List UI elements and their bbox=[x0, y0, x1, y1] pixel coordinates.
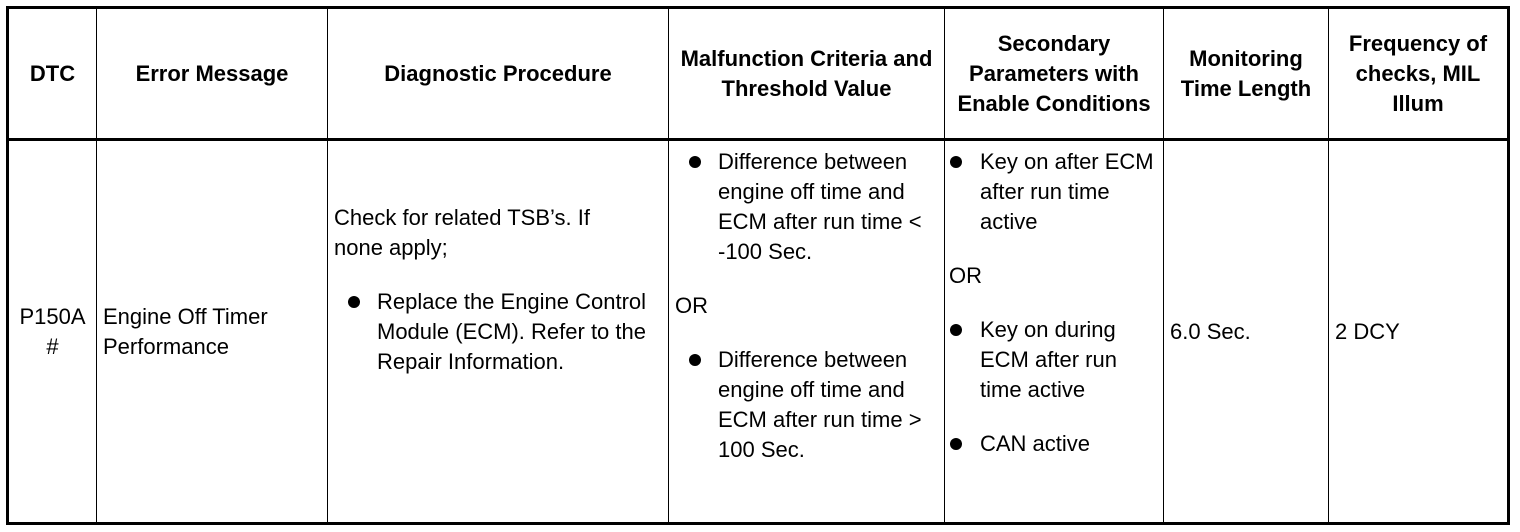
error-message-text: Engine Off Timer Performance bbox=[103, 303, 268, 359]
bullet-icon bbox=[689, 156, 701, 168]
dtc-table bbox=[6, 6, 1510, 525]
cell-error-message bbox=[97, 140, 328, 524]
list-item bbox=[669, 345, 944, 465]
monitoring-time-value: 6.0 Sec. bbox=[1170, 318, 1251, 344]
bullet-icon bbox=[950, 324, 962, 336]
list-item bbox=[945, 147, 1163, 237]
list-item bbox=[334, 287, 664, 377]
bullet-icon bbox=[689, 354, 701, 366]
header-frequency: Frequency of checks, MIL Illum bbox=[1329, 8, 1509, 140]
secondary-or: OR bbox=[949, 263, 982, 288]
header-dtc: DTC bbox=[8, 8, 97, 140]
header-secondary-parameters: Secondary Parameters with Enable Conditions bbox=[945, 8, 1164, 140]
dtc-code: P150A bbox=[19, 303, 86, 329]
header-error-message: Error Message bbox=[97, 8, 328, 140]
header-diagnostic-procedure: Diagnostic Procedure bbox=[328, 8, 669, 140]
cell-frequency bbox=[1329, 140, 1509, 524]
criteria-1-text: Difference between engine off time and ECM after run time < -100 Sec. bbox=[718, 149, 922, 264]
secondary-3-text: CAN active bbox=[980, 431, 1091, 456]
criteria-2-text: Difference between engine off time and ECM after run time > 100 Sec. bbox=[718, 347, 922, 462]
secondary-1-text: Key on after ECM after run time active bbox=[980, 149, 1154, 234]
cell-diagnostic-procedure bbox=[328, 140, 669, 524]
frequency-value: 2 DCY bbox=[1335, 318, 1400, 344]
criteria-or: OR bbox=[675, 293, 708, 318]
list-item bbox=[945, 429, 1163, 459]
secondary-2-text: Key on during ECM after run time active bbox=[980, 317, 1117, 402]
header-monitoring-time: Monitoring Time Length bbox=[1164, 8, 1329, 140]
table-row bbox=[8, 140, 1509, 524]
cell-dtc bbox=[8, 140, 97, 524]
cell-secondary-parameters bbox=[945, 140, 1164, 524]
header-row bbox=[8, 8, 1509, 140]
header-malfunction-criteria: Malfunction Criteria and Threshold Value bbox=[669, 8, 945, 140]
bullet-icon bbox=[348, 296, 360, 308]
procedure-bullet-text: Replace the Engine Control Module (ECM). Refer to the Repair Information. bbox=[377, 289, 647, 374]
procedure-intro: Check for related TSB’s. If none apply; bbox=[334, 205, 590, 260]
bullet-icon bbox=[950, 156, 962, 168]
list-item bbox=[945, 315, 1163, 405]
list-item bbox=[669, 147, 944, 267]
dtc-marker: # bbox=[46, 333, 59, 359]
cell-monitoring-time bbox=[1164, 140, 1329, 524]
bullet-icon bbox=[950, 438, 962, 450]
cell-malfunction-criteria bbox=[669, 140, 945, 524]
